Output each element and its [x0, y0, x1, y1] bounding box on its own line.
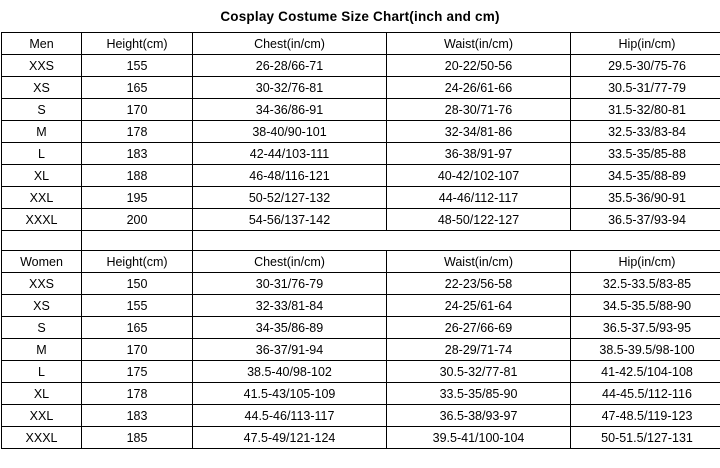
- table-row: [2, 317, 720, 339]
- cell-size: M: [2, 121, 82, 143]
- cell-waist: 28-29/71-74: [387, 339, 571, 361]
- cell-waist: 22-23/56-58: [387, 273, 571, 295]
- cell-waist: 24-25/61-64: [387, 295, 571, 317]
- cell-hip: 32.5-33/83-84: [571, 121, 720, 143]
- cell-chest: 34-36/86-91: [193, 99, 387, 121]
- table-row: [2, 383, 720, 405]
- cell-size: XXXL: [2, 209, 82, 231]
- cell-waist: 28-30/71-76: [387, 99, 571, 121]
- cell-waist: 36.5-38/93-97: [387, 405, 571, 427]
- cell-size: XXXL: [2, 427, 82, 449]
- table-row: [2, 55, 720, 77]
- cell-height: 165: [82, 77, 193, 99]
- cell-chest: 36-37/91-94: [193, 339, 387, 361]
- cell-height: 150: [82, 273, 193, 295]
- cell-hip: 29.5-30/75-76: [571, 55, 720, 77]
- cell-size: XXS: [2, 273, 82, 295]
- cell-hip: 47-48.5/119-123: [571, 405, 720, 427]
- cell-height: 155: [82, 295, 193, 317]
- cell-size: XL: [2, 165, 82, 187]
- cell-chest: 47.5-49/121-124: [193, 427, 387, 449]
- cell-waist: 20-22/50-56: [387, 55, 571, 77]
- table-row: [2, 273, 720, 295]
- table-row: [2, 99, 720, 121]
- cell-waist: 26-27/66-69: [387, 317, 571, 339]
- cell-height: 178: [82, 383, 193, 405]
- cell-size: XS: [2, 77, 82, 99]
- cell-size: XS: [2, 295, 82, 317]
- cell-hip: 31.5-32/80-81: [571, 99, 720, 121]
- cell-height: 185: [82, 427, 193, 449]
- cell-chest: 38-40/90-101: [193, 121, 387, 143]
- table-row: [2, 295, 720, 317]
- cell-height: 175: [82, 361, 193, 383]
- cell-hip: 36.5-37/93-94: [571, 209, 720, 231]
- cell-waist: 32-34/81-86: [387, 121, 571, 143]
- column-header: Height(cm): [82, 251, 193, 273]
- cell-height: 170: [82, 99, 193, 121]
- cell-size: L: [2, 361, 82, 383]
- column-header: Chest(in/cm): [193, 33, 387, 55]
- cell-chest: 38.5-40/98-102: [193, 361, 387, 383]
- column-header: Waist(in/cm): [387, 33, 571, 55]
- table-header-row-men: [2, 33, 720, 55]
- cell-waist: 44-46/112-117: [387, 187, 571, 209]
- column-header: Hip(in/cm): [571, 33, 720, 55]
- table-row: [2, 427, 720, 449]
- cell-height: 195: [82, 187, 193, 209]
- cell-hip: 38.5-39.5/98-100: [571, 339, 720, 361]
- table-row: [2, 209, 720, 231]
- cell-hip: 50-51.5/127-131: [571, 427, 720, 449]
- cell-chest: 30-31/76-79: [193, 273, 387, 295]
- cell-waist: 48-50/122-127: [387, 209, 571, 231]
- table-row: [2, 361, 720, 383]
- cell-height: 178: [82, 121, 193, 143]
- cell-chest: 34-35/86-89: [193, 317, 387, 339]
- cell-height: 165: [82, 317, 193, 339]
- cell-height: 170: [82, 339, 193, 361]
- table-row: [2, 143, 720, 165]
- spacer-cell: [2, 231, 82, 251]
- column-header: Men: [2, 33, 82, 55]
- cell-size: S: [2, 99, 82, 121]
- cell-waist: 39.5-41/100-104: [387, 427, 571, 449]
- table-row: [2, 405, 720, 427]
- table-header-row-women: [2, 251, 720, 273]
- cell-height: 183: [82, 143, 193, 165]
- section-spacer-row: [2, 231, 720, 251]
- cell-size: XXS: [2, 55, 82, 77]
- page-title: Cosplay Costume Size Chart(inch and cm): [220, 9, 500, 24]
- table-row: [2, 77, 720, 99]
- cell-size: L: [2, 143, 82, 165]
- cell-waist: 36-38/91-97: [387, 143, 571, 165]
- size-chart-table: [1, 32, 720, 449]
- spacer-cell: [387, 231, 571, 251]
- table-row: [2, 165, 720, 187]
- cell-chest: 32-33/81-84: [193, 295, 387, 317]
- cell-size: M: [2, 339, 82, 361]
- spacer-cell: [82, 231, 193, 251]
- cell-chest: 30-32/76-81: [193, 77, 387, 99]
- cell-hip: 34.5-35.5/88-90: [571, 295, 720, 317]
- table-row: [2, 187, 720, 209]
- cell-height: 200: [82, 209, 193, 231]
- table-row: [2, 121, 720, 143]
- cell-hip: 33.5-35/85-88: [571, 143, 720, 165]
- cell-hip: 41-42.5/104-108: [571, 361, 720, 383]
- cell-chest: 44.5-46/113-117: [193, 405, 387, 427]
- cell-height: 188: [82, 165, 193, 187]
- cell-height: 183: [82, 405, 193, 427]
- cell-height: 155: [82, 55, 193, 77]
- cell-chest: 42-44/103-111: [193, 143, 387, 165]
- cell-size: XXL: [2, 187, 82, 209]
- column-header: Waist(in/cm): [387, 251, 571, 273]
- spacer-cell: [193, 231, 387, 251]
- cell-hip: 34.5-35/88-89: [571, 165, 720, 187]
- cell-hip: 36.5-37.5/93-95: [571, 317, 720, 339]
- column-header: Chest(in/cm): [193, 251, 387, 273]
- cell-chest: 41.5-43/105-109: [193, 383, 387, 405]
- cell-chest: 26-28/66-71: [193, 55, 387, 77]
- cell-hip: 35.5-36/90-91: [571, 187, 720, 209]
- table-row: [2, 339, 720, 361]
- column-header: Hip(in/cm): [571, 251, 720, 273]
- cell-chest: 50-52/127-132: [193, 187, 387, 209]
- column-header: Height(cm): [82, 33, 193, 55]
- cell-waist: 40-42/102-107: [387, 165, 571, 187]
- cell-chest: 46-48/116-121: [193, 165, 387, 187]
- cell-size: XL: [2, 383, 82, 405]
- cell-waist: 30.5-32/77-81: [387, 361, 571, 383]
- cell-waist: 24-26/61-66: [387, 77, 571, 99]
- cell-hip: 30.5-31/77-79: [571, 77, 720, 99]
- cell-size: XXL: [2, 405, 82, 427]
- cell-hip: 32.5-33.5/83-85: [571, 273, 720, 295]
- spacer-cell: [571, 231, 720, 251]
- cell-hip: 44-45.5/112-116: [571, 383, 720, 405]
- cell-size: S: [2, 317, 82, 339]
- cell-waist: 33.5-35/85-90: [387, 383, 571, 405]
- column-header: Women: [2, 251, 82, 273]
- cell-chest: 54-56/137-142: [193, 209, 387, 231]
